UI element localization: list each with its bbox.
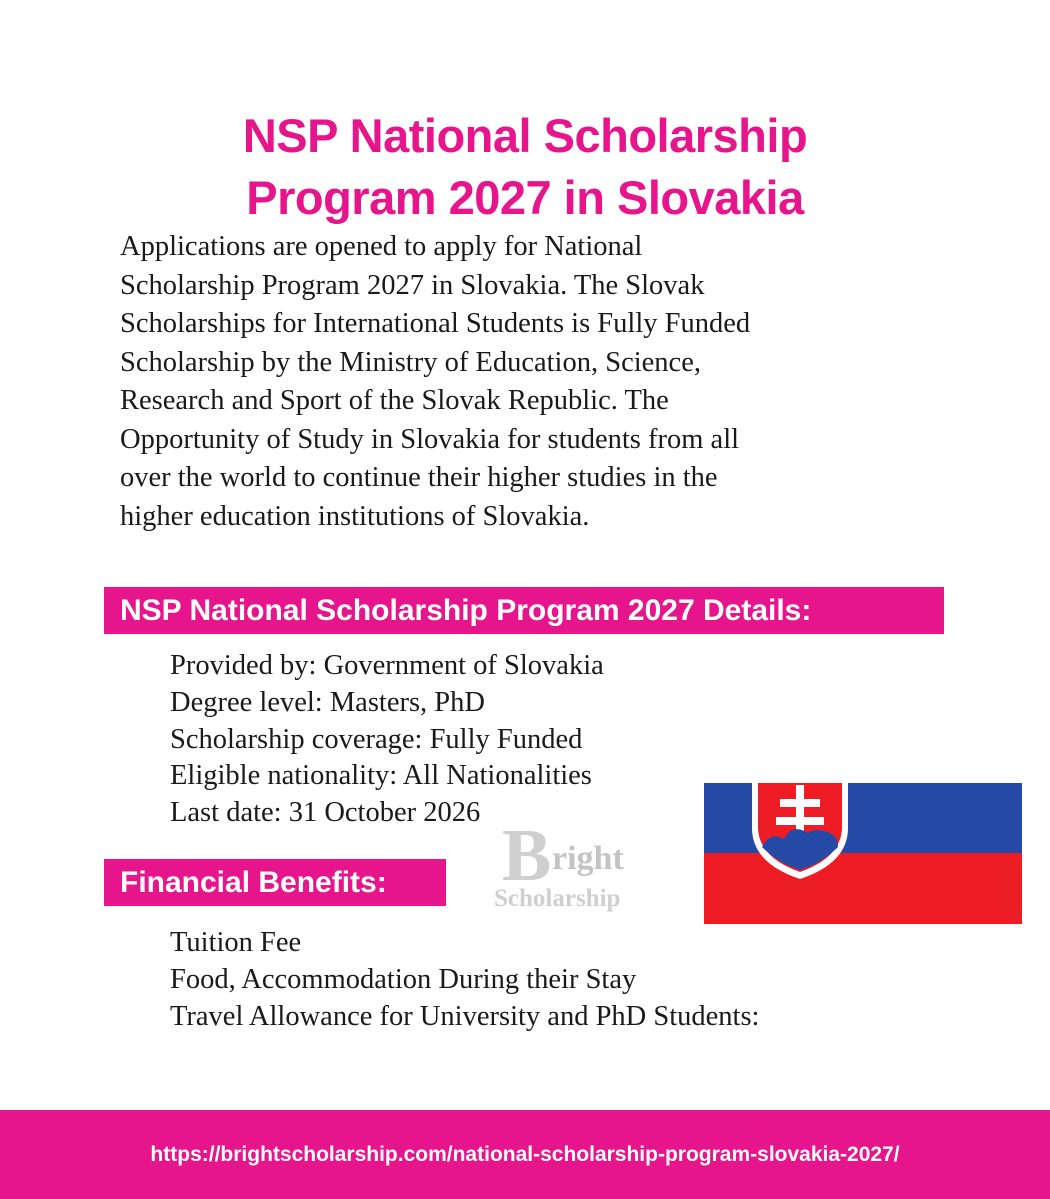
details-item-provided-by: Provided by: Government of Slovakia xyxy=(170,650,604,681)
financial-list xyxy=(170,925,759,1035)
intro-line: Research and Sport of the Slovak Republic. The xyxy=(120,385,669,416)
footer-bar xyxy=(0,1110,1050,1199)
bright-scholarship-watermark-logo xyxy=(490,806,670,916)
intro-line: higher education institutions of Slovakia. xyxy=(120,500,590,532)
financial-item-tuition: Tuition Fee xyxy=(170,927,302,958)
page-title xyxy=(0,105,1050,229)
flag-stripe-blue xyxy=(704,783,1022,853)
footer-url-link[interactable]: https://brightscholarship.com/national-scholarship-program-slovakia-2027/ xyxy=(150,1143,900,1166)
intro-line: Scholarship Program 2027 in Slovakia. The Slovak xyxy=(120,269,705,301)
intro-line: Scholarship by the Ministry of Education, Science, xyxy=(120,346,701,378)
watermark-initial: B xyxy=(502,815,552,897)
details-item-last-date: Last date: 31 October 2026 xyxy=(170,797,481,829)
details-item-coverage: Scholarship coverage: Fully Funded xyxy=(170,723,583,755)
intro-line: Applications are opened to apply for National xyxy=(120,231,643,262)
slovakia-flag-icon xyxy=(704,783,1022,924)
watermark-word: right xyxy=(552,840,624,877)
watermark-sub: Scholarship xyxy=(494,885,621,912)
title-line-2: Program 2027 in Slovakia xyxy=(246,171,804,225)
details-item-degree-level: Degree level: Masters, PhD xyxy=(170,686,485,718)
financial-item-travel: Travel Allowance for University and PhD Students: xyxy=(170,1000,760,1032)
details-item-nationality: Eligible nationality: All Nationalities xyxy=(170,760,592,792)
intro-paragraph xyxy=(120,228,940,536)
details-heading: NSP National Scholarship Program 2027 Details: xyxy=(104,587,944,634)
details-list xyxy=(170,648,604,832)
title-line-1: NSP National Scholarship xyxy=(242,109,808,163)
financial-item-food: Food, Accommodation During their Stay xyxy=(170,963,637,995)
intro-line: Scholarships for International Students is Fully Funded xyxy=(120,308,751,339)
financial-heading: Financial Benefits: xyxy=(104,859,446,906)
flag-stripe-red xyxy=(704,853,1022,924)
intro-line: over the world to continue their higher studies in the xyxy=(120,462,718,493)
intro-line: Opportunity of Study in Slovakia for students from all xyxy=(120,423,740,455)
